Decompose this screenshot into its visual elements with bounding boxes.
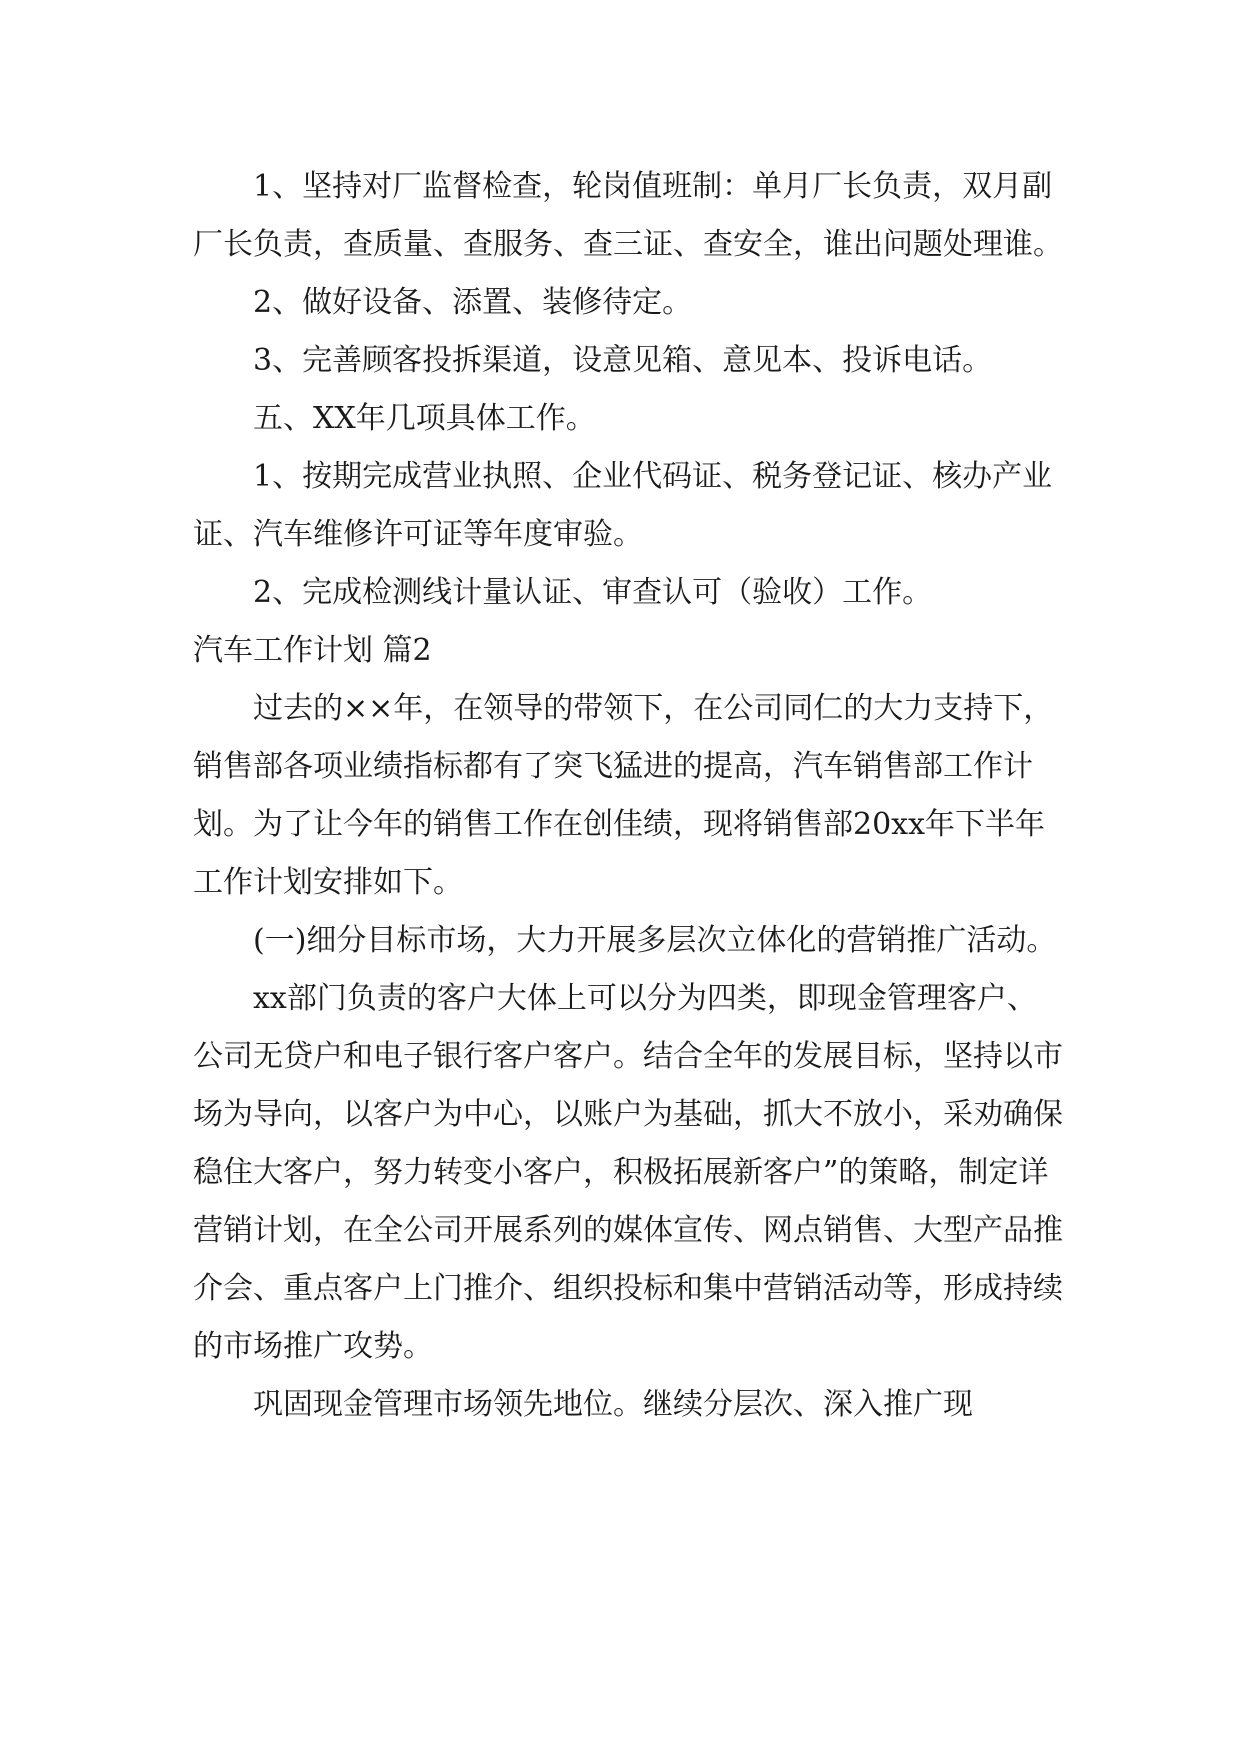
paragraph-certification: 2、完成检测线计量认证、审查认可（验收）工作。: [253, 575, 933, 610]
paragraph-equipment: 2、做好设备、添置、装修待定。: [253, 285, 693, 320]
paragraph-subheading-one: (一)细分目标市场，大力开展多层次立体化的营销推广活动。: [253, 923, 1057, 958]
paragraph-annual-review: 1、按期完成营业执照、企业代码证、税务登记证、核办产业证、汽车维修许可证等年度审验。: [193, 459, 1053, 552]
paragraph-customers: xx部门负责的客户大体上可以分为四类，即现金管理客户、公司无贷户和电子银行客户客户。结合全年的发展目标，坚持以市场为导向，以客户为中心，以账户为基础，抓大不放小，采劝确保稳住大客户，努力转变小客户，积极拓展新客户”的策略，制定详营销计划，在全公司开展系列的媒体宣传、网点销售、大型产品推介会、重点客户上门推介、组织投标和集中营销活动等，形成持续的市场推广攻势。: [193, 981, 1063, 1364]
paragraph-cash-management: 巩固现金管理市场领先地位。继续分层次、深入推广现: [253, 1387, 973, 1422]
paragraph-complaints: 3、完善顾客投拆渠道，设意见箱、意见本、投诉电话。: [253, 343, 993, 378]
section-title: 汽车工作计划 篇2: [193, 633, 432, 668]
paragraph-section-five: 五、XX年几项具体工作。: [253, 401, 596, 436]
paragraph-intro: 过去的××年，在领导的带领下，在公司同仁的大力支持下，销售部各项业绩指标都有了突飞猛进的提高，汽车销售部工作计划。为了让今年的销售工作在创佳绩，现将销售部20xx年下半年工作计划安排如下。: [193, 691, 1054, 900]
paragraph-supervision: 1、坚持对厂监督检查，轮岗值班制：单月厂长负责，双月副厂长负责，查质量、查服务、查三证、查安全，谁出问题处理谁。: [193, 169, 1063, 262]
document-body: [193, 158, 1063, 1434]
